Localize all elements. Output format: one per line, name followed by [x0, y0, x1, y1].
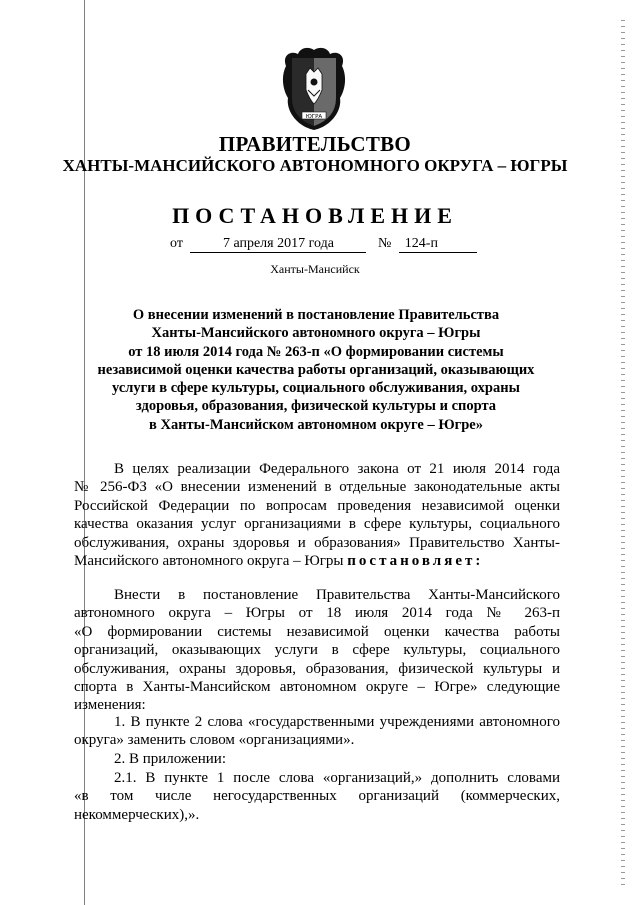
paragraph-line: автономного округа – Югры от 18 июля 2014 года № 263-п	[74, 605, 560, 622]
city: Ханты-Мансийск	[270, 262, 360, 276]
item-2	[74, 750, 560, 768]
number-prefix: №	[377, 236, 392, 251]
paragraph-line: некоммерческих),».	[74, 806, 200, 823]
title-line: О внесении изменений в постановление Правительства	[132, 307, 500, 323]
decree-paragraph	[74, 586, 560, 715]
title-line: здоровья, образования, физической культуры и спорта	[135, 398, 497, 415]
resolves-colon: :	[475, 553, 481, 570]
paragraph-line: 1. В пункте 2 слова «государственными учреждениями автономного	[114, 714, 560, 730]
paragraph-line: 2. В приложении:	[114, 751, 226, 767]
scan-edge-dots	[621, 20, 625, 890]
government-subtitle: ХАНТЫ-МАНСИЙСКОГО АВТОНОМНОГО ОКРУГА – ЮГРЫ	[62, 156, 568, 175]
number-value: 124-п	[399, 237, 477, 253]
date-prefix: от	[170, 236, 183, 251]
title-line: в Ханты-Мансийском автономном округе – Югре»	[149, 416, 483, 433]
paragraph-line: спорта в Ханты-Мансийском автономном округе – Югре» следующие	[74, 679, 560, 696]
title-line: от 18 июля 2014 года № 263-п «О формировании системы	[128, 343, 504, 360]
paragraph-line: № 256-ФЗ «О внесении изменений в отдельные законодательные акты	[74, 479, 560, 496]
title-line: независимой оценки качества работы организаций, оказывающих	[97, 361, 535, 378]
paragraph-line: качества оказания услуг организациями в сфере культуры, социального	[74, 516, 560, 533]
paragraph-line: В целях реализации Федерального закона от 21 июля 2014 года	[114, 461, 560, 477]
document-type: ПОСТАНОВЛЕНИЕ	[172, 203, 458, 228]
date-value: 7 апреля 2017 года	[190, 237, 366, 253]
coat-of-arms-emblem	[278, 46, 350, 132]
paragraph-line: обслуживания, охраны здоровья и образования» Правительство Ханты-	[74, 534, 560, 551]
preamble-last-text: Мансийского автономного округа – Югры	[74, 553, 344, 570]
paragraph-line: «О формировании системы независимой оценки качества работы	[74, 623, 560, 640]
item-2-1	[74, 769, 560, 824]
document-title	[76, 306, 556, 434]
paragraph-line: Внести в постановление Правительства Ханты-Мансийского	[114, 587, 560, 603]
paragraph-line: изменения:	[74, 697, 146, 714]
paragraph-line: обслуживания, охраны здоровья, образования, физической культуры и	[74, 660, 560, 677]
government-title: ПРАВИТЕЛЬСТВО	[218, 132, 412, 156]
paragraph-line: Российской Федерации по вопросам проведения независимой оценки	[74, 497, 560, 514]
title-line: услуги в сфере культуры, социального обслуживания, охраны	[112, 380, 520, 397]
paragraph-line: 2.1. В пункте 1 после слова «организаций,» дополнить словами	[114, 770, 560, 786]
paragraph-line: организаций, оказывающих услуги в сфере культуры, социального	[74, 642, 560, 659]
resolves-word: постановляет	[347, 553, 476, 570]
paragraph-line: «в том числе негосударственных организаций (коммерческих,	[74, 788, 560, 805]
paragraph-line	[74, 552, 560, 570]
emblem-text: ЮГРА	[305, 114, 323, 120]
paragraph-line: округа» заменить словом «организациями».	[74, 732, 355, 749]
preamble-paragraph	[74, 460, 560, 570]
date-number-line	[170, 236, 477, 253]
item-1	[74, 713, 560, 750]
title-line: Ханты-Мансийского автономного округа – Югры	[151, 325, 481, 342]
